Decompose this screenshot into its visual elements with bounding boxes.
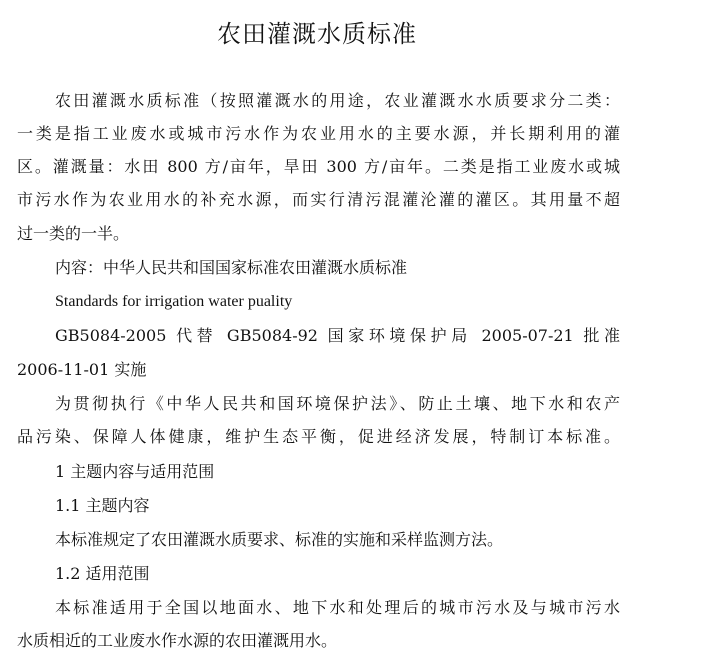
paragraph-line: 本标准规定了农田灌溉水质要求、标准的实施和采样监测方法。 [55, 530, 504, 549]
subsection-heading: 1.1 主题内容 [55, 496, 150, 515]
paragraph-line: 本标准适用于全国以地面水、地下水和处理后的城市污水及与城市污水 [55, 598, 620, 617]
content-line: 内容：中华人民共和国国家标准农田灌溉水质标准 [55, 258, 408, 277]
standard-number-line: GB5084-2005 代替 GB5084-92 国家环境保护局 2005-07-21 批准 [55, 326, 620, 345]
section-heading: 1 主题内容与适用范围 [55, 462, 215, 481]
paragraph-line: 过一类的一半。 [17, 224, 130, 243]
paragraph-line: 农田灌溉水质标准（按照灌溉水的用途，农业灌溉水水质要求分二类： [55, 91, 620, 110]
paragraph-line: 为贯彻执行《中华人民共和国环境保护法》、防止土壤、地下水和农产 [55, 394, 620, 413]
subsection-heading: 1.2 适用范围 [55, 564, 150, 583]
paragraph-line: 市污水作为农业用水的补充水源，而实行清污混灌沦灌的灌区。其用量不超 [17, 190, 620, 209]
implementation-date-line: 2006-11-01 实施 [17, 360, 147, 379]
paragraph-line: 区。灌溉量：水田 800 方/亩年，旱田 300 方/亩年。二类是指工业废水或城 [17, 157, 620, 176]
paragraph-line: 一类是指工业废水或城市污水作为农业用水的主要水源，并长期利用的灌 [17, 124, 620, 143]
paragraph-line: 水质相近的工业废水作水源的农田灌溉用水。 [17, 631, 338, 650]
document-title: 农田灌溉水质标准 [217, 20, 417, 48]
english-title-line: Standards for irrigation water puality [55, 293, 293, 310]
paragraph-line: 品污染、保障人体健康，维护生态平衡，促进经济发展，特制订本标准。 [17, 427, 620, 446]
